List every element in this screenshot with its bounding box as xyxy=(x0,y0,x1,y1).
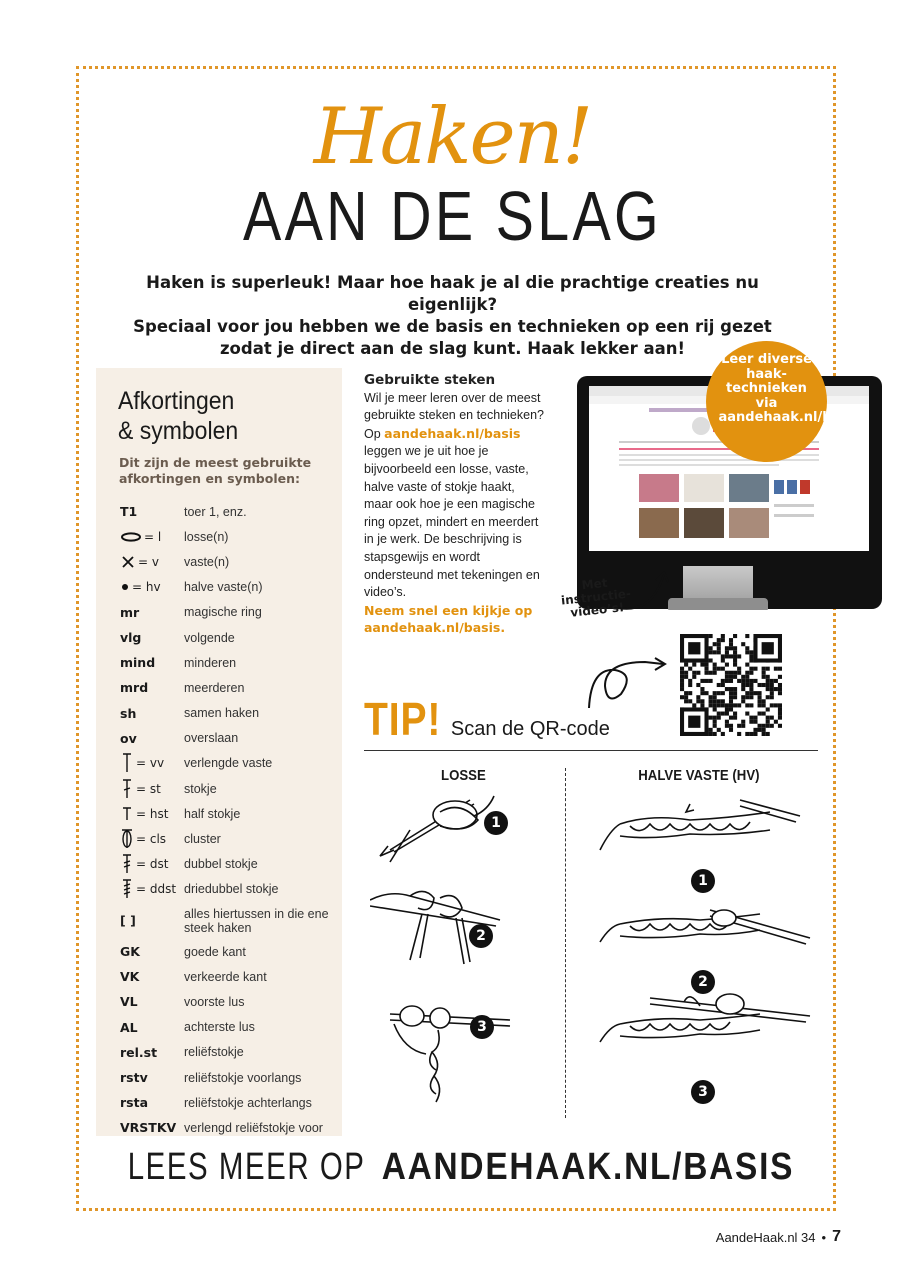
monitor-base xyxy=(668,598,768,610)
abbreviation-desc: magische ring xyxy=(184,605,262,620)
abbreviation-row xyxy=(120,575,350,600)
abbreviation-code: = l xyxy=(120,530,184,544)
abbreviation-code: mr xyxy=(120,604,140,620)
abbreviation-desc: toer 1, enz. xyxy=(184,504,247,519)
abbreviation-code: = hv xyxy=(120,580,184,594)
bullet: • xyxy=(821,1229,827,1245)
stitches-cta: Neem snel een kijkje op aandehaak.nl/basis. xyxy=(364,602,533,636)
abbreviations-list xyxy=(120,499,350,1141)
divider xyxy=(364,750,818,751)
abbreviation-code: = vv xyxy=(120,752,184,774)
abbreviation-code: ov xyxy=(120,730,137,746)
step-badge: 2 xyxy=(691,970,715,994)
loop-arrow-icon xyxy=(585,648,675,718)
abbreviation-row xyxy=(120,650,350,675)
abbreviation-code: VK xyxy=(120,969,140,985)
abbreviation-row xyxy=(120,625,350,650)
abbreviation-desc: half stokje xyxy=(184,806,241,821)
step-badge: 1 xyxy=(484,811,508,835)
abbreviation-desc: halve vaste(n) xyxy=(184,580,263,595)
abbreviation-row xyxy=(120,751,350,776)
losse-title: LOSSE xyxy=(441,767,486,784)
abbreviation-desc: dubbel stokje xyxy=(184,857,258,872)
abbreviation-code: = hst xyxy=(120,806,184,822)
abbreviation-row xyxy=(120,989,350,1014)
abbreviation-row xyxy=(120,1065,350,1090)
abbreviation-code: T1 xyxy=(120,504,138,520)
abbreviation-desc: verlengde vaste xyxy=(184,756,273,771)
abbreviation-row xyxy=(120,1015,350,1040)
page-title: AAN DE SLAG xyxy=(243,177,662,255)
page-footer xyxy=(716,1228,841,1246)
abbreviation-desc: losse(n) xyxy=(184,529,229,544)
abbreviation-code: mrd xyxy=(120,680,149,696)
abbreviation-desc: samen haken xyxy=(184,706,260,721)
abbreviation-row xyxy=(120,939,350,964)
abbreviation-code: GK xyxy=(120,944,140,960)
dtr-icon xyxy=(120,878,134,900)
column-divider xyxy=(565,768,566,1118)
abbreviation-code: VRSTKV xyxy=(120,1120,177,1136)
abbreviation-desc: meerderen xyxy=(184,680,245,695)
step-badge: 3 xyxy=(691,1080,715,1104)
abbreviation-code: VL xyxy=(120,994,138,1010)
abbreviation-row xyxy=(120,701,350,726)
abbreviation-desc: alles hiertussen in die ene steek haken xyxy=(184,906,329,935)
abbreviations-subtitle: Dit zijn de meest gebruikte afkortingen en symbolen: xyxy=(119,455,312,486)
abbreviation-row xyxy=(120,1040,350,1065)
abbreviation-row xyxy=(120,499,350,524)
abbreviation-code: [ ] xyxy=(120,913,136,928)
page-number: 7 xyxy=(832,1228,841,1245)
abbreviation-desc: achterste lus xyxy=(184,1020,255,1035)
losse-illustration xyxy=(370,790,520,1120)
script-title: Haken! xyxy=(313,92,592,182)
chain-symbol-icon xyxy=(120,532,142,542)
abbreviation-code: rstv xyxy=(120,1070,148,1086)
stitches-column xyxy=(364,372,544,637)
abbreviation-desc: vaste(n) xyxy=(184,554,230,569)
basis-link[interactable]: aandehaak.nl/basis xyxy=(384,425,521,441)
footer-link[interactable]: AANDEHAAK.NL/BASIS xyxy=(381,1146,794,1188)
abbreviation-desc: cluster xyxy=(184,832,221,847)
abbreviation-code: = st xyxy=(120,778,184,800)
abbreviation-code: = dst xyxy=(120,853,184,875)
cluster-icon xyxy=(120,828,134,850)
abbreviation-code: AL xyxy=(120,1019,138,1035)
video-callout: Met instructie-video’s! xyxy=(560,575,632,620)
tip xyxy=(364,692,610,746)
abbreviation-row xyxy=(120,600,350,625)
abbreviation-desc: overslaan xyxy=(184,731,239,746)
abbreviation-row xyxy=(120,675,350,700)
tr-icon xyxy=(120,853,134,875)
abbreviation-row xyxy=(120,726,350,751)
abbreviation-code: rel.st xyxy=(120,1044,158,1060)
magazine-name: AandeHaak.nl 34 xyxy=(715,1229,816,1245)
abbreviation-desc: minderen xyxy=(184,655,237,670)
abbreviation-row xyxy=(120,524,350,549)
step-badge: 2 xyxy=(469,924,493,948)
abbreviation-code: = cls xyxy=(120,828,184,850)
footer-cta: LEES MEER OPAANDEHAAK.NL/BASIS xyxy=(127,1146,794,1188)
abbreviation-desc: volgende xyxy=(184,630,235,645)
abbreviation-desc: reliëfstokje voorlangs xyxy=(184,1070,302,1085)
abbreviation-code: = ddst xyxy=(120,878,184,900)
abbreviation-desc: stokje xyxy=(184,781,217,796)
abbreviation-row xyxy=(120,801,350,826)
intro-text: Haken is superleuk! Maar hoe haak je al die prachtige creaties nu eigenlijk? Speciaal voor jou hebben we de basis en technieken op een rij gezet zodat je direct aan de slag kunt. Haak lekker aan! xyxy=(133,273,772,358)
tip-text: Scan de QR-code xyxy=(450,718,610,740)
abbreviation-desc: driedubbel stokje xyxy=(184,882,279,897)
abbreviation-row xyxy=(120,1090,350,1115)
abbreviation-desc: reliëfstokje achterlangs xyxy=(184,1095,312,1110)
dot-symbol-icon xyxy=(120,582,130,592)
abbreviation-desc: reliëfstokje xyxy=(184,1045,244,1060)
dc-icon xyxy=(120,778,134,800)
stitches-body: Wil je meer leren over de meest gebruikte steken en technieken? Op aandehaak.nl/basis leggen we je uit hoe je bijvoorbeeld een losse, vaste, halve vaste of stokje haakt, maar ook hoe je een magische ring opzet, mindert en meerdert in je werk. De beschrijving is stapsgewijs en wordt ondersteund met tekeningen en video’s. xyxy=(364,390,544,600)
abbreviation-code: sh xyxy=(120,705,137,721)
abbreviation-code: = v xyxy=(120,555,184,569)
abbreviation-code: rsta xyxy=(120,1095,149,1111)
abbreviation-row xyxy=(120,852,350,877)
abbreviation-row xyxy=(120,877,350,902)
abbreviation-row xyxy=(120,902,350,939)
hdc-icon xyxy=(120,806,134,822)
abbreviation-row xyxy=(120,549,350,574)
abbreviation-code: mind xyxy=(120,655,156,671)
abbreviation-row xyxy=(120,1115,350,1140)
tip-label: TIP! xyxy=(364,693,442,745)
abbreviation-code: vlg xyxy=(120,630,142,646)
cross-symbol-icon xyxy=(120,555,136,569)
abbreviation-row xyxy=(120,776,350,801)
abbreviation-row xyxy=(120,964,350,989)
halve-vaste-illustration xyxy=(590,790,820,1110)
abbreviation-desc: verkeerde kant xyxy=(184,969,267,984)
step-badge: 3 xyxy=(470,1015,494,1039)
abbreviation-desc: goede kant xyxy=(184,944,246,959)
abbreviation-row xyxy=(120,826,350,851)
abbreviation-desc: voorste lus xyxy=(184,994,245,1009)
promo-badge: Leer diverse haak-technieken via aandehaak.nl/basis xyxy=(706,341,827,462)
elongated-sc-icon xyxy=(120,752,134,774)
abbreviations-title: Afkortingen & symbolen xyxy=(118,387,239,445)
step-badge: 1 xyxy=(691,869,715,893)
stitches-heading: Gebruikte steken xyxy=(364,372,496,388)
qr-code[interactable] xyxy=(680,634,782,736)
curved-arrow-icon xyxy=(612,560,672,620)
halve-vaste-title: HALVE VASTE (HV) xyxy=(638,767,760,784)
abbreviation-desc: verlengd reliëfstokje voor xyxy=(184,1120,323,1135)
